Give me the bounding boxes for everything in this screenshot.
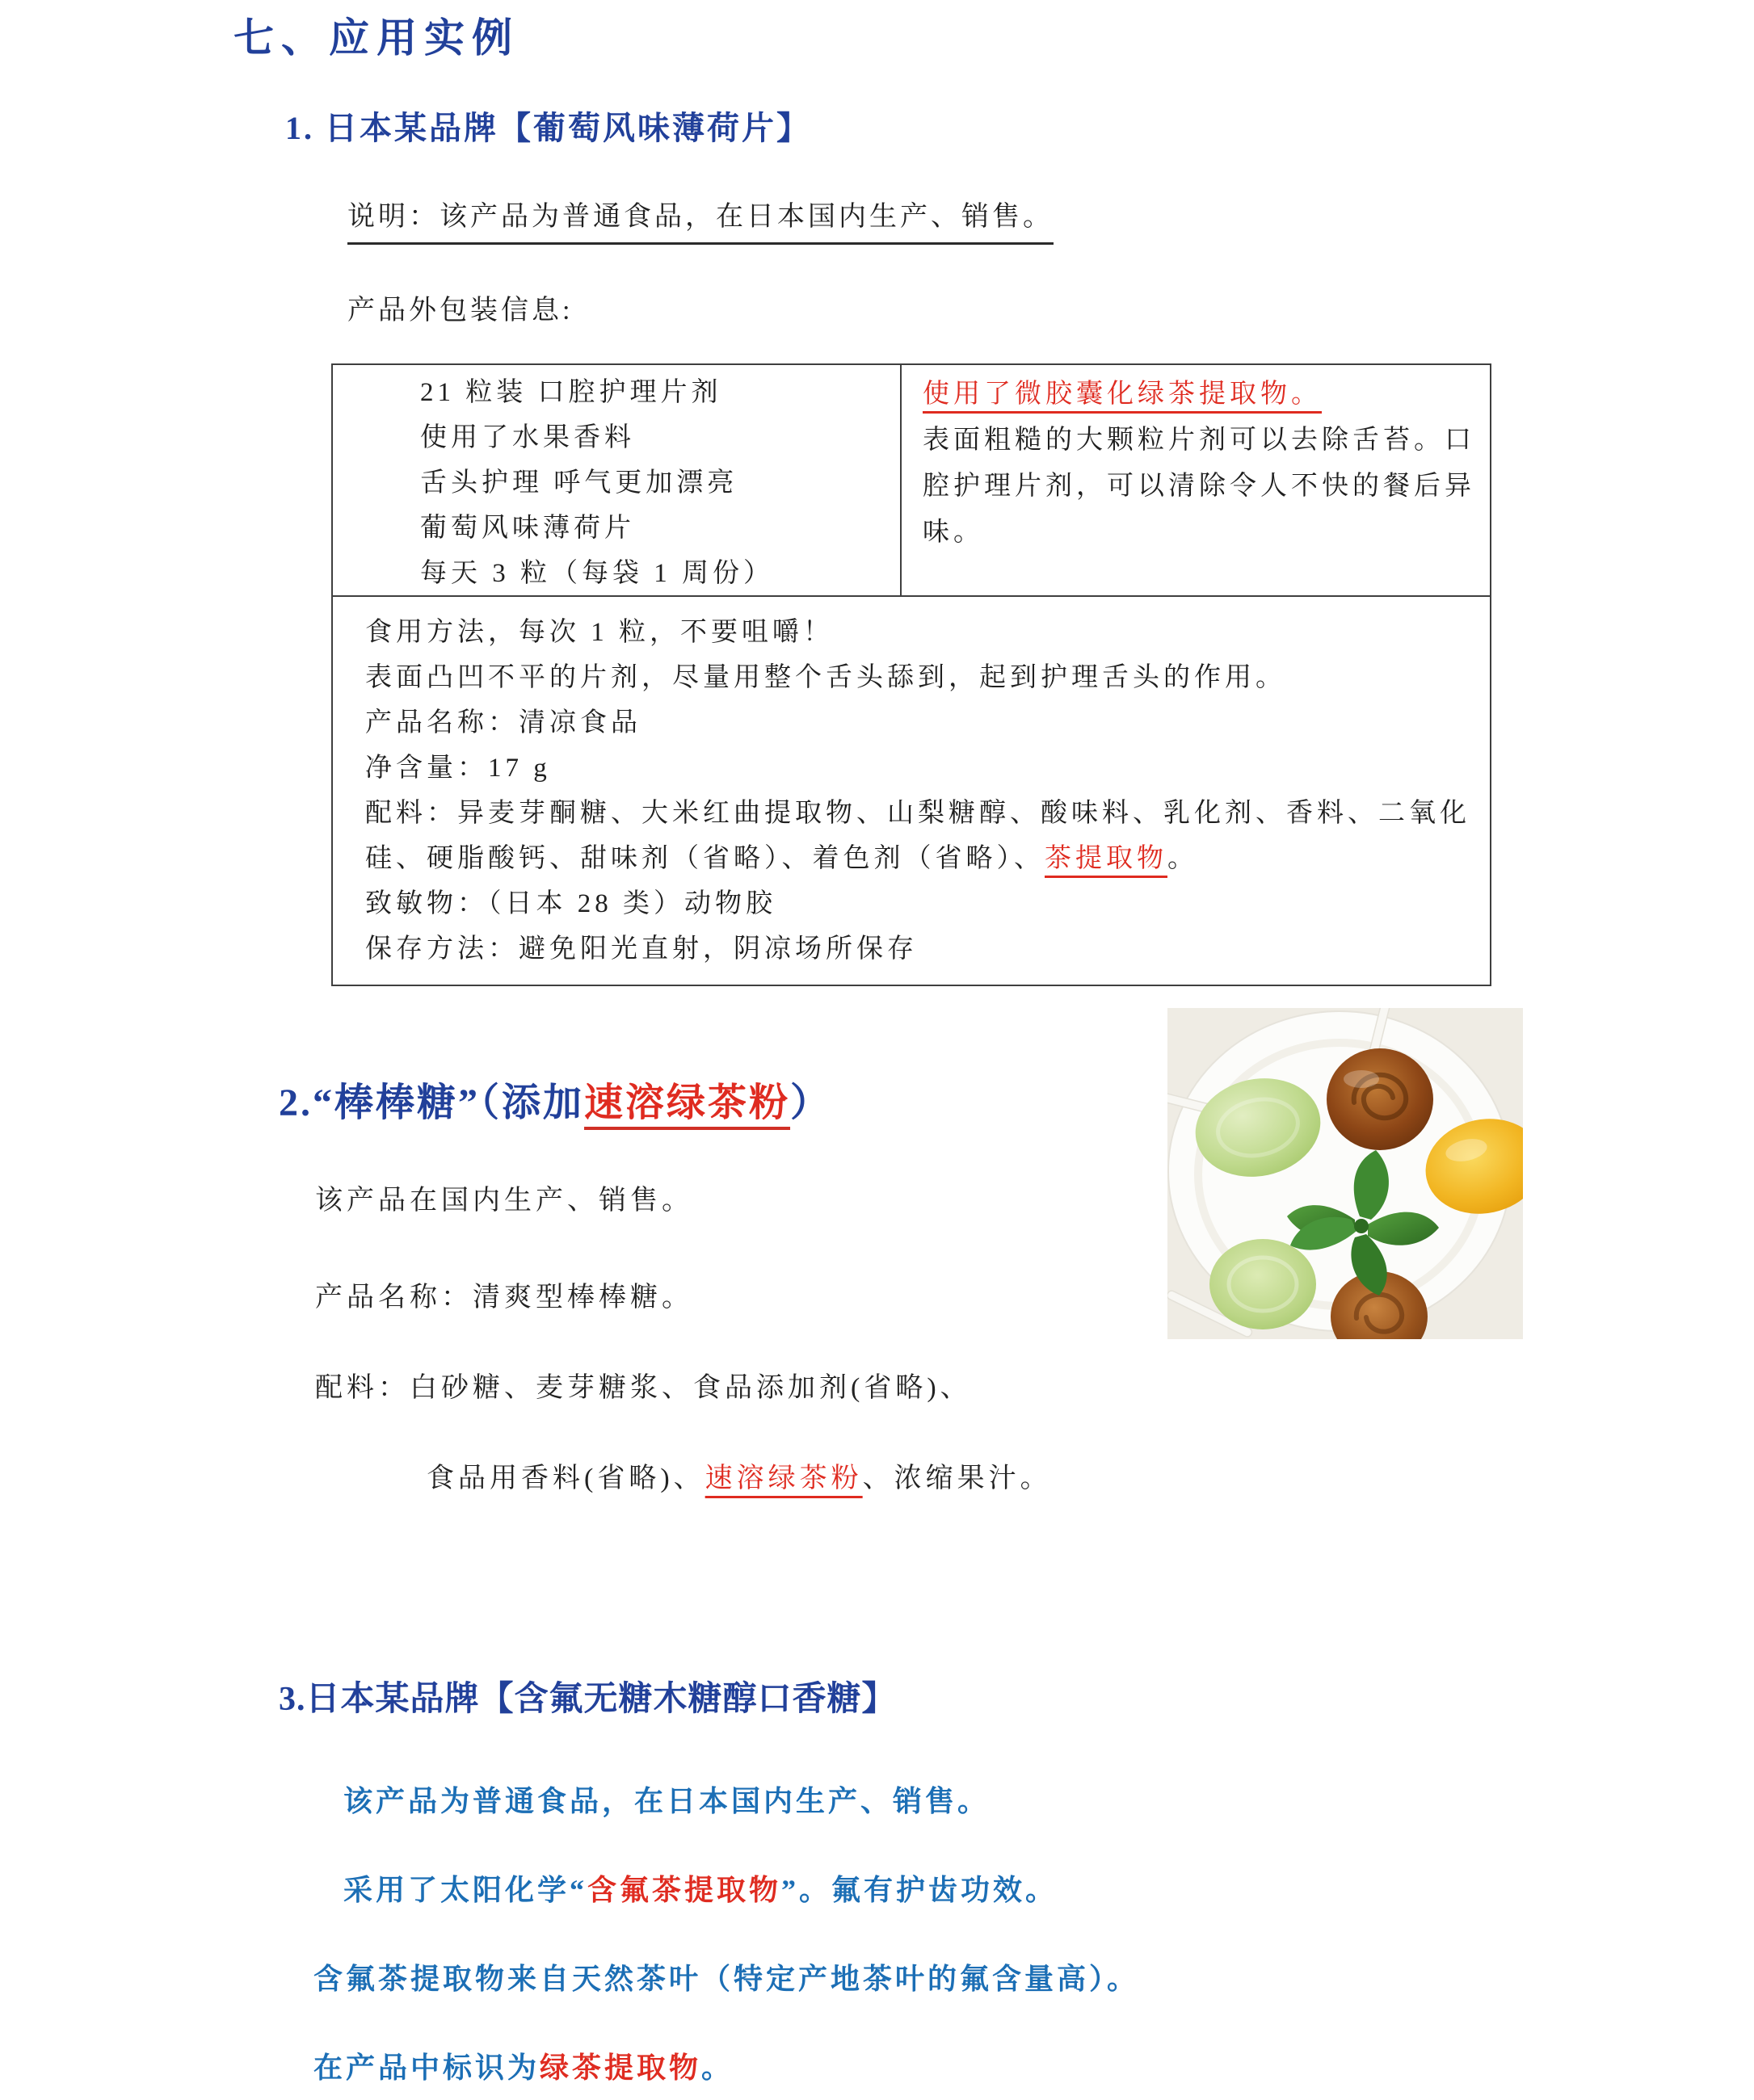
table-top-row <box>331 363 1491 595</box>
table-cell-claims <box>902 365 1490 595</box>
section2-line4: 食品用香料(省略)、速溶绿茶粉、浓缩果汁。 <box>427 1464 1052 1493</box>
front-label-line: 每天 3 粒（每袋 1 周份） <box>420 559 774 588</box>
ingredients-line: 配料：异麦芽酮糖、大米红曲提取物、山梨糖醇、酸味料、乳化剂、香料、二氧化硅、硬脂酸钙、甜味剂（省略）、着色剂（省略）、茶提取物。 <box>365 799 1470 873</box>
package-info-table <box>331 363 1491 986</box>
front-label-line: 葡萄风味薄荷片 <box>420 514 635 543</box>
section2-line2: 产品名称：清爽型棒棒糖。 <box>315 1283 693 1312</box>
mint-center <box>1354 1219 1369 1233</box>
section1-heading: 1. 日本某品牌【葡萄风味薄荷片】 <box>285 110 811 146</box>
package-info-label: 产品外包装信息: <box>347 296 574 326</box>
candy-brown-top <box>1327 1048 1433 1150</box>
claims-highlight-line: 使用了微胶囊化绿茶提取物。 <box>923 380 1322 409</box>
section2-line1: 该产品在国内生产、销售。 <box>315 1186 693 1216</box>
lollipop-photo <box>1167 1008 1523 1339</box>
section3-line4: 在产品中标识为绿茶提取物。 <box>313 2052 734 2084</box>
usage-line: 食用方法，每次 1 粒，不要咀嚼！ <box>365 618 834 647</box>
lollipop-photo-graphic <box>1167 1008 1523 1339</box>
storage-line: 保存方法：避免阳光直射，阴凉场所保存 <box>365 934 918 964</box>
surface-line: 表面凸凹不平的片剂，尽量用整个舌头舔到，起到护理舌头的作用。 <box>365 663 1286 692</box>
section2-line3: 配料：白砂糖、麦芽糖浆、食品添加剂(省略)、 <box>315 1373 972 1403</box>
table-bottom-row <box>331 595 1491 986</box>
claims-body: 表面粗糙的大颗粒片剂可以去除舌苔。口腔护理片剂，可以清除令人不快的餐后异味。 <box>923 426 1475 547</box>
section3-heading: 3.日本某品牌【含氟无糖木糖醇口香糖】 <box>279 1681 897 1718</box>
section3-line1: 该产品为普通食品，在日本国内生产、销售。 <box>343 1785 991 1817</box>
front-label-line: 舌头护理 呼气更加漂亮 <box>420 468 738 498</box>
candy-green-bottom <box>1209 1239 1316 1329</box>
table-cell-front-label <box>333 365 902 595</box>
page-title: 七、应用实例 <box>233 15 519 61</box>
section2-heading: 2.“棒棒糖”（添加速溶绿茶粉） <box>279 1082 832 1124</box>
section3-line2: 采用了太阳化学“含氟茶提取物”。氟有护齿功效。 <box>343 1874 1058 1906</box>
product-name-line: 产品名称：清凉食品 <box>365 708 641 737</box>
front-label-line: 使用了水果香料 <box>420 423 635 452</box>
candy-highlight <box>1344 1070 1379 1088</box>
allergen-line: 致敏物：（日本 28 类）动物胶 <box>365 889 776 918</box>
section1-note: 说明：该产品为普通食品，在日本国内生产、销售。 <box>347 200 1054 245</box>
front-label-line: 21 粒装 口腔护理片剂 <box>420 378 722 407</box>
section3-line3: 含氟茶提取物来自天然茶叶（特定产地茶叶的氟含量高）。 <box>313 1963 1140 1995</box>
net-weight-line: 净含量：17 g <box>365 754 551 783</box>
